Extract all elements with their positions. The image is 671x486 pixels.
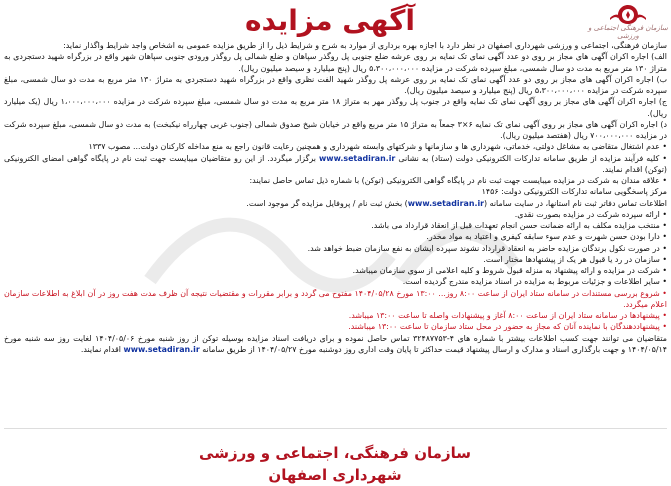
website-link[interactable]: www.setadiran.ir [123, 344, 200, 354]
announcement-paragraph: ب) اجاره اکران آگهی های مجاز بر روی دو عدد آگهی نمای تک نمایه بر روی عرشه پل روگذر شهید الفت نظری واقع در بزرگراه شهید دستجردی به متراژ ۱۳۰ متر مربع به مدت دو سال شمسی، مبلغ سپرده شرکت در مزایده ۵،۳۰۰،۰۰۰،۰۰۰ ریال (پنج میلیارد و سیصد میلیون ریال). [4, 74, 667, 95]
announcement-paragraph: • منتخب مزایده مکلف به ارائه ضمانت حسن انجام تعهدات قبل از انعقاد قرارداد می باشد. [371, 221, 667, 230]
announcement-paragraph: • عدم اشتغال متقاضی به مشاغل دولتی، خدماتی، شهرداری ها و سازمانها و شرکتهای وابسته شهرداری و همچنین رعایت قانون راجع به منع مداخله کارکنان دولت... مصوب ۱۳۳۷ [88, 142, 667, 152]
announcement-paragraph: متقاضیان می توانند جهت کسب اطلاعات بیشتر با شماره های ۴-۳۲۴۸۷۷۵۳ تماس حاصل نموده و برای دریافت اسناد مزایده بوسیله توکن از روز شنبه مورخ ۱۴۰۴/۰۵/۰۶ لغایت روز سه شنبه مورخ ۱۴۰۴/۰۵/۱۴ و جهت بارگذاری اسناد و مدارک و ارسال پیشنهاد قیمت حداکثر تا پایان وقت اداری روز دوشنبه مورخ ۱۴۰۴/۰۵/۲۷ از طریق سامانه www.setadiran.ir اقدام نمایند. [4, 333, 667, 354]
website-link[interactable]: www.setadiran.ir [319, 153, 396, 163]
announcement-paragraph: ج) اجاره اکران آگهی های مجاز بر روی آگهی نمای تک نمایه واقع در جنوب پل روگذر مهر به متراژ ۱۸ متر مربع به مدت دو سال شمسی، مبلغ سپرده شرکت در مزایده ۱،۰۰۰،۰۰۰،۰۰۰ ریال (یک میلیارد ریال). [4, 97, 667, 118]
page-title: آگهی مزایده [244, 4, 415, 37]
divider [4, 428, 667, 429]
organization-logo [588, 2, 668, 44]
announcement-paragraph: • در صورت نکول برندگان مزایده حاضر به انعقاد قرارداد نشوند سپرده ایشان به نفع سازمان ضبط خواهد شد. [307, 243, 667, 253]
announcement-body [4, 40, 667, 426]
announcement-paragraph: • سازمان در رد یا قبول هر یک از پیشنهادها مختار است. [483, 254, 667, 264]
announcement-paragraph: • سایر اطلاعات و جزئیات مربوط به مزایده در اسناد مزایده مندرج گردیده است. [402, 277, 667, 287]
announcement-paragraph: • کلیه فرآیند مزایده از طریق سامانه تدارکات الکترونیکی دولت (ستاد) به نشانی www.setadiran.ir برگزار میگردد. از این رو متقاضیان میبایست جهت ثبت نام در پایگاه گواهی امضای الکترونیکی (توکن) اقدام نمایند. [4, 153, 667, 174]
announcement-paragraph: سازمان فرهنگی، اجتماعی و ورزشی شهرداری اصفهان در نظر دارد با اجازه بهره برداری از موارد به شرح و شرایط ذیل را از طریق مزایده عمومی به اشخاص واجد شرایط واگذار نماید: [63, 41, 667, 50]
announcement-paragraph: د) اجاره اکران آگهی های مجاز بر روی آگهی نمای تک نمایه ۶×۳ جمعاً به متراژ ۱۵ متر مربع واقع در خیابان شیخ صدوق شمالی (جنوب غربی چهارراه نیکبخت) به مدت دو سال شمسی، مبلغ سپرده شرکت در مزایده ۷۰۰،۰۰۰،۰۰۰ ریال (هفتصد میلیون ریال). [4, 119, 667, 140]
announcement-paragraph: اطلاعات تماس دفاتر ثبت نام استانها، در سایت سامانه (www.setadiran.ir) بخش ثبت نام / پروفایل مزایده گر موجود است. [246, 198, 667, 208]
logo-caption: سازمان فرهنگی اجتماعی و ورزشی [588, 24, 668, 40]
website-link[interactable]: www.setadiran.ir [407, 198, 485, 208]
footer-signature: سازمان فرهنگی، اجتماعی و ورزشی شهرداری اصفهان [199, 444, 471, 484]
announcement-paragraph: • شرکت در مزایده و ارائه پیشنهاد به منزله قبول شروط و کلیه اعلامی از سوی سازمان میباشد. [352, 266, 667, 275]
announcement-paragraph: • علاقه مندان به شرکت در مزایده میبایست جهت ثبت نام در پایگاه گواهی الکترونیکی (توکن) با شماره ذیل تماس حاصل نمایند: [249, 176, 667, 185]
announcement-paragraph: • پیشنهاددهندگان با نماینده آنان که مجاز به حضور در محل ستاد سازمان تا ساعت ۱۳:۰۰ میباشند. [348, 322, 667, 332]
announcement-paragraph: مرکز پاسخگویی سامانه تدارکات الکترونیکی دولت: ۱۴۵۶ [481, 187, 667, 197]
announcement-paragraph: • پیشنهادها در سامانه ستاد ایران از ساعت ۸:۰۰ آغاز و پیشنهادات واصله تا ساعت ۱۳:۰۰ میباشد. [348, 311, 667, 320]
announcement-paragraph: • ارائه سپرده شرکت در مزایده بصورت نقدی. [514, 209, 667, 219]
header [0, 0, 671, 42]
announcement-paragraph: • شروع بررسی مستندات در سامانه ستاد ایران از ساعت ۸:۰۰ روز... ۱۳:۰۰ مورخ ۱۴۰۴/۰۵/۲۸ مفتوح می گردد و برابر مقررات و مقتضیات نتیجه آن ظرف مدت هفت روز در آن ابلاغ به اطلاعات سازمان اعلام میگردد. [4, 288, 667, 309]
announcement-paragraph: • دارا بودن حسن شهرت و عدم سوء سابقه کیفری و اعتیاد به مواد مخدر. [426, 232, 667, 242]
announcement-paragraph: الف) اجاره اکران آگهی های مجاز بر روی دو عدد آگهی نمای تک نمایه بر روی عرشه ضلع جنوبی پل روگذر سپاهان و ضلع شمالی پل روگذر ورودی جنوبی سپاهان شهر واقع در بزرگراه شهید دستجردی به متراژ ۱۳۰ متر مربع به مدت دو سال شمسی، مبلغ سپرده شرکت در مزایده ۵،۳۰۰،۰۰۰،۰۰۰ ریال (پنج میلیارد و سیصد میلیون ریال). [4, 52, 667, 73]
